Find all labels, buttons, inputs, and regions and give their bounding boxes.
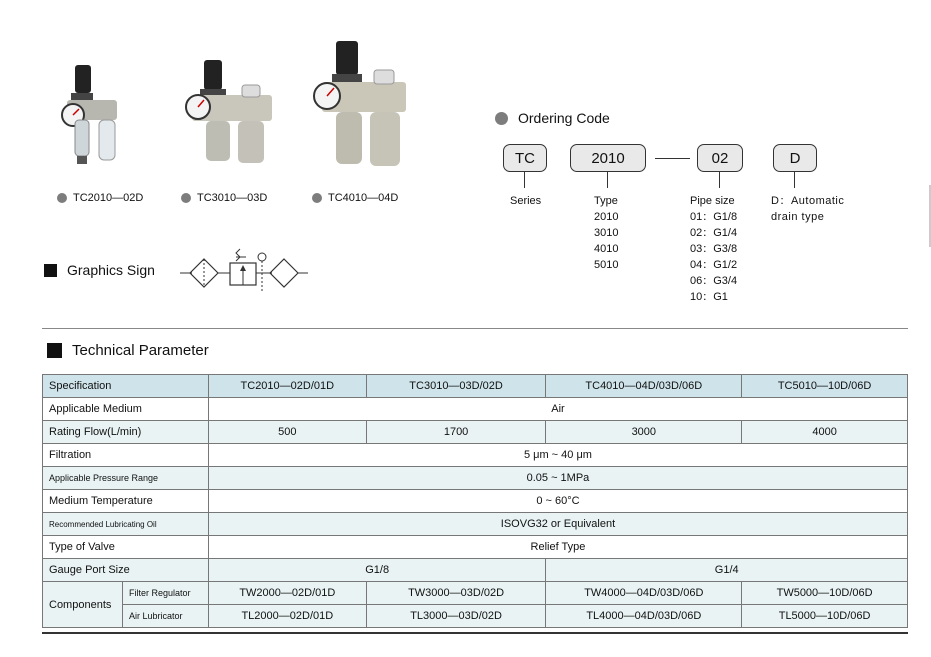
header-cell: TC3010—03D/02D [366, 375, 546, 398]
series-label: Series [510, 195, 542, 207]
code-box-type: 2010 [570, 144, 646, 172]
ordering-code-heading [495, 110, 610, 126]
pipe-size-list: Pipe size 01：G1/8 02：G1/4 03：G3/8 04：G1/2 06：G3/4 10：G1 [690, 195, 738, 303]
table-row [43, 398, 908, 421]
drain-type-note: D：Automatic drain type [771, 195, 845, 223]
graphics-sign-title: Graphics Sign [67, 262, 155, 278]
table-row [43, 605, 908, 628]
square-bullet-icon [47, 343, 62, 358]
product-image-tc3010 [182, 55, 282, 175]
row-label: Applicable Medium [43, 398, 209, 421]
bullet-dot-icon [312, 193, 322, 203]
square-bullet-icon [44, 264, 57, 277]
table-row [43, 421, 908, 444]
product-label-tc2010 [57, 192, 143, 204]
code-box-series: TC [503, 144, 547, 172]
section-divider [42, 328, 908, 329]
row-label: Recommended Lubricating Oil [43, 513, 209, 536]
table-cell: 0 ~ 60°C [208, 490, 907, 513]
connector-line [524, 172, 525, 188]
product-image-tc4010 [312, 38, 412, 178]
table-cell: TL5000—10D/06D [742, 605, 908, 628]
table-cell: TL2000—02D/01D [208, 605, 366, 628]
header-cell: TC2010—02D/01D [208, 375, 366, 398]
table-row [43, 536, 908, 559]
connector-line [794, 172, 795, 188]
table-cell: 3000 [546, 421, 742, 444]
table-row [43, 490, 908, 513]
table-cell: ISOVG32 or Equivalent [208, 513, 907, 536]
product-name: TC3010—03D [197, 192, 268, 204]
table-row [43, 467, 908, 490]
ordering-code-title: Ordering Code [518, 110, 610, 126]
table-cell: TL4000—04D/03D/06D [546, 605, 742, 628]
table-cell: G1/8 [208, 559, 546, 582]
row-sublabel: Filter Regulator [122, 582, 208, 605]
table-cell: G1/4 [546, 559, 908, 582]
header-cell: TC4010—04D/03D/06D [546, 375, 742, 398]
table-cell: 1700 [366, 421, 546, 444]
row-label: Filtration [43, 444, 209, 467]
table-row [43, 582, 908, 605]
row-sublabel: Air Lubricator [122, 605, 208, 628]
table-cell: 4000 [742, 421, 908, 444]
product-image-tc2010 [55, 60, 135, 175]
table-row [43, 444, 908, 467]
table-cell: Relief Type [208, 536, 907, 559]
product-name: TC2010—02D [73, 192, 144, 204]
row-label: Components [43, 582, 123, 628]
table-cell: TW4000—04D/03D/06D [546, 582, 742, 605]
connector-line [607, 172, 608, 188]
table-cell: TW5000—10D/06D [742, 582, 908, 605]
pneumatic-symbol-diagram [180, 243, 310, 293]
type-list: Type 2010 3010 4010 5010 [594, 195, 619, 271]
table-row [43, 559, 908, 582]
code-dash [655, 158, 690, 159]
bullet-dot-icon [181, 193, 191, 203]
row-label: Applicable Pressure Range [43, 467, 209, 490]
row-label: Rating Flow(L/min) [43, 421, 209, 444]
graphics-sign-heading [44, 262, 155, 278]
technical-parameter-title: Technical Parameter [72, 342, 209, 359]
header-cell: TC5010—10D/06D [742, 375, 908, 398]
code-box-pipe: 02 [697, 144, 743, 172]
bullet-dot-icon [57, 193, 67, 203]
table-row [43, 513, 908, 536]
table-cell: TW2000—02D/01D [208, 582, 366, 605]
table-row [43, 375, 908, 398]
code-box-drain: D [773, 144, 817, 172]
table-cell: TW3000—03D/02D [366, 582, 546, 605]
row-label: Gauge Port Size [43, 559, 209, 582]
product-label-tc4010 [312, 192, 398, 204]
technical-parameter-heading [47, 342, 209, 359]
header-cell: Specification [43, 375, 209, 398]
product-name: TC4010—04D [328, 192, 399, 204]
table-cell: 5 μm ~ 40 μm [208, 444, 907, 467]
technical-parameter-table [42, 374, 908, 628]
row-label: Type of Valve [43, 536, 209, 559]
table-cell: 0.05 ~ 1MPa [208, 467, 907, 490]
product-label-tc3010 [181, 192, 267, 204]
table-bottom-rule [42, 632, 908, 634]
bullet-dot-icon [495, 112, 508, 125]
table-cell: TL3000—03D/02D [366, 605, 546, 628]
table-cell: 500 [208, 421, 366, 444]
connector-line [719, 172, 720, 188]
table-cell: Air [208, 398, 907, 421]
row-label: Medium Temperature [43, 490, 209, 513]
